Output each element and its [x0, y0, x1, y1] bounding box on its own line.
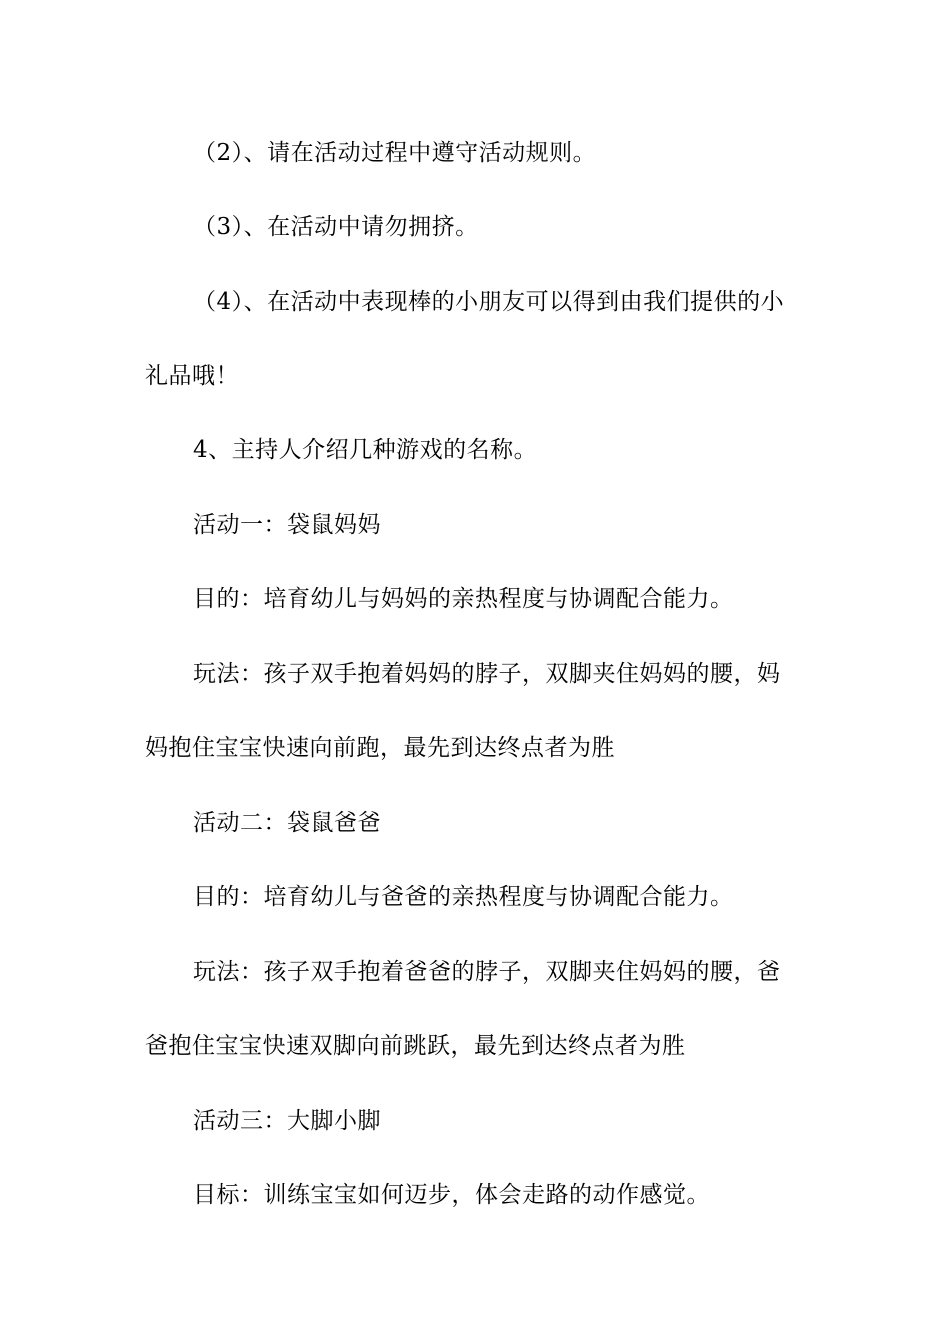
paragraph-game-intro: 4、主持人介绍几种游戏的名称。: [193, 437, 538, 463]
paragraph-rule-4-line1: （4）、在活动中表现棒的小朋友可以得到由我们提供的小: [193, 289, 785, 315]
paragraph-rule-2: （2）、请在活动过程中遵守活动规则。: [193, 140, 597, 166]
activity-3-title: 活动三：大脚小脚: [193, 1108, 381, 1134]
activity-2-purpose: 目的：培育幼儿与爸爸的亲热程度与协调配合能力。: [193, 884, 734, 910]
paragraph-rule-4-line2: 礼品哦！: [145, 363, 239, 389]
activity-1-purpose: 目的：培育幼儿与妈妈的亲热程度与协调配合能力。: [193, 586, 734, 612]
activity-1-rules-line1: 玩法：孩子双手抱着妈妈的脖子，双脚夹住妈妈的腰，妈: [193, 661, 781, 687]
activity-1-rules-line2: 妈抱住宝宝快速向前跑，最先到达终点者为胜: [145, 735, 615, 761]
activity-2-rules-line1: 玩法：孩子双手抱着爸爸的脖子，双脚夹住妈妈的腰，爸: [193, 959, 781, 985]
paragraph-rule-3: （3）、在活动中请勿拥挤。: [193, 214, 479, 240]
activity-3-goal: 目标：训练宝宝如何迈步，体会走路的动作感觉。: [193, 1182, 710, 1208]
activity-2-title: 活动二：袋鼠爸爸: [193, 810, 381, 836]
activity-2-rules-line2: 爸抱住宝宝快速双脚向前跳跃，最先到达终点者为胜: [145, 1033, 686, 1059]
activity-1-title: 活动一：袋鼠妈妈: [193, 512, 381, 538]
